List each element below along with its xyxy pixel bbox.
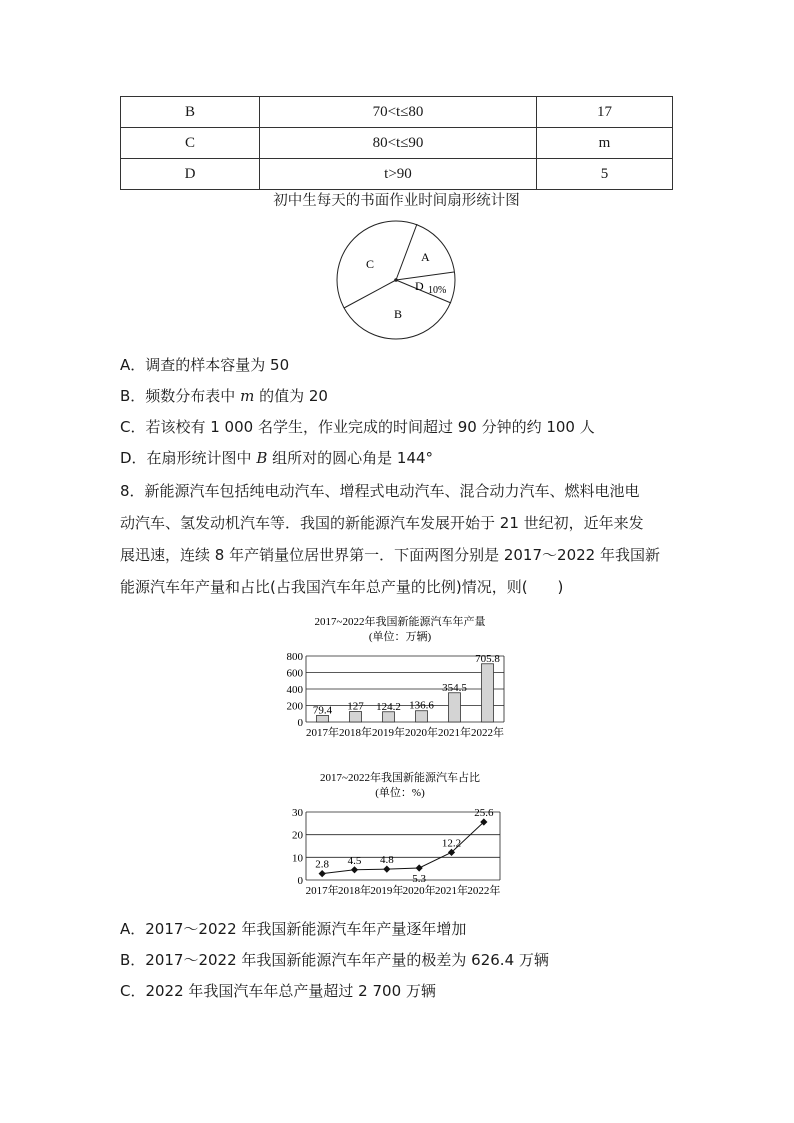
count-cell: 17 (537, 97, 673, 128)
table-row (121, 97, 673, 128)
bar-value-label: 354.5 (442, 681, 467, 694)
option-a: A．调查的样本容量为 50 (120, 356, 290, 374)
point-value-label: 4.5 (347, 854, 362, 867)
option-c: C．2022 年我国汽车年总产量超过 2 700 万辆 (120, 982, 436, 1000)
x-tick-label: 2017年 (305, 885, 339, 897)
x-tick-label: 2021年 (438, 727, 471, 739)
pie-chart (330, 218, 466, 344)
question-8-line: 展迅速，连续 8 年产销量位居世界第一．下面两图分别是 2017～2022 年我国新 (120, 546, 660, 564)
x-tick-label: 2022年 (471, 727, 504, 739)
data-point (383, 866, 390, 873)
question-8 (120, 475, 680, 603)
question-8-line: 能源汽车年产量和占比(占我国汽车年总产量的比例)情况，则( ) (120, 578, 564, 596)
y-tick-label: 30 (292, 807, 303, 819)
x-tick-label: 2018年 (338, 885, 371, 897)
count-cell: m (537, 128, 673, 159)
y-tick-label: 600 (286, 667, 303, 680)
y-tick-label: 200 (286, 700, 303, 713)
option-b: B．频数分布表中 m 的值为 20 (120, 387, 328, 405)
data-point (351, 866, 358, 873)
bar (383, 712, 395, 722)
frequency-table (120, 96, 673, 190)
group-cell: B (121, 97, 260, 128)
point-value-label: 2.8 (315, 858, 330, 871)
point-value-label: 4.8 (379, 854, 394, 867)
bar-value-label: 124.2 (376, 700, 401, 713)
line-chart-title: 2017~2022年我国新能源汽车占比 (320, 772, 480, 784)
bar-chart-subtitle: (单位：万辆) (368, 631, 432, 643)
y-tick-label: 0 (297, 717, 303, 729)
option-b: B．2017～2022 年我国新能源汽车年产量的极差为 626.4 万辆 (120, 951, 549, 969)
pie-label-b: B (394, 307, 403, 321)
x-tick-label: 2021年 (435, 885, 468, 897)
line-chart-subtitle: (单位：%) (375, 787, 425, 799)
point-value-label: 25.6 (474, 806, 494, 819)
x-tick-label: 2022年 (467, 885, 501, 897)
bar (482, 664, 494, 722)
pie-title: 初中生每天的书面作业时间扇形统计图 (273, 193, 520, 209)
bar-chart-title: 2017~2022年我国新能源汽车年产量 (314, 616, 486, 628)
option-a: A．2017～2022 年我国新能源汽车年产量逐年增加 (120, 920, 467, 938)
bar-value-label: 127 (347, 700, 364, 713)
y-tick-label: 10 (292, 852, 303, 865)
range-cell: 80<t≤90 (260, 128, 537, 159)
x-tick-label: 2020年 (405, 727, 438, 739)
pie-label-d-pct: 10% (428, 285, 447, 296)
table-row (121, 159, 673, 190)
bar (416, 711, 428, 722)
pie-center (394, 278, 398, 282)
y-tick-label: 800 (286, 651, 303, 663)
line-chart (278, 768, 518, 898)
pie-label-a: A (421, 250, 430, 264)
table-row (121, 128, 673, 159)
data-point (416, 864, 423, 871)
y-tick-label: 400 (286, 684, 303, 696)
bar-value-label: 79.4 (312, 704, 333, 717)
point-value-label: 5.3 (412, 872, 427, 885)
range-cell: t>90 (260, 159, 537, 190)
pie-label-d: D (415, 279, 424, 293)
x-tick-label: 2020年 (402, 885, 436, 897)
group-cell: D (121, 159, 260, 190)
x-tick-label: 2019年 (370, 885, 404, 897)
option-d: D．在扇形统计图中 B 组所对的圆心角是 144° (120, 449, 434, 467)
bar (350, 712, 362, 722)
range-cell: 70<t≤80 (260, 97, 537, 128)
x-tick-label: 2017年 (306, 727, 339, 739)
bar-value-label: 705.8 (475, 652, 500, 665)
bar-value-label: 136.6 (409, 699, 434, 712)
x-tick-label: 2018年 (339, 727, 372, 739)
data-point (319, 870, 326, 877)
x-tick-label: 2019年 (372, 727, 405, 739)
question-8-line: 动汽车、氢发动机汽车等．我国的新能源汽车发展开始于 21 世纪初，近年来发 (120, 514, 644, 532)
option-c: C．若该校有 1 000 名学生，作业完成的时间超过 90 分钟的约 100 人 (120, 418, 595, 436)
question-8-line: 8．新能源汽车包括纯电动汽车、增程式电动汽车、混合动力汽车、燃料电池电 (120, 482, 640, 500)
point-value-label: 12.2 (441, 837, 462, 850)
y-tick-label: 20 (292, 829, 303, 842)
y-tick-label: 0 (297, 875, 303, 887)
bar (449, 693, 461, 722)
bar-chart (278, 612, 518, 744)
pie-label-c: C (366, 257, 375, 271)
group-cell: C (121, 128, 260, 159)
count-cell: 5 (537, 159, 673, 190)
